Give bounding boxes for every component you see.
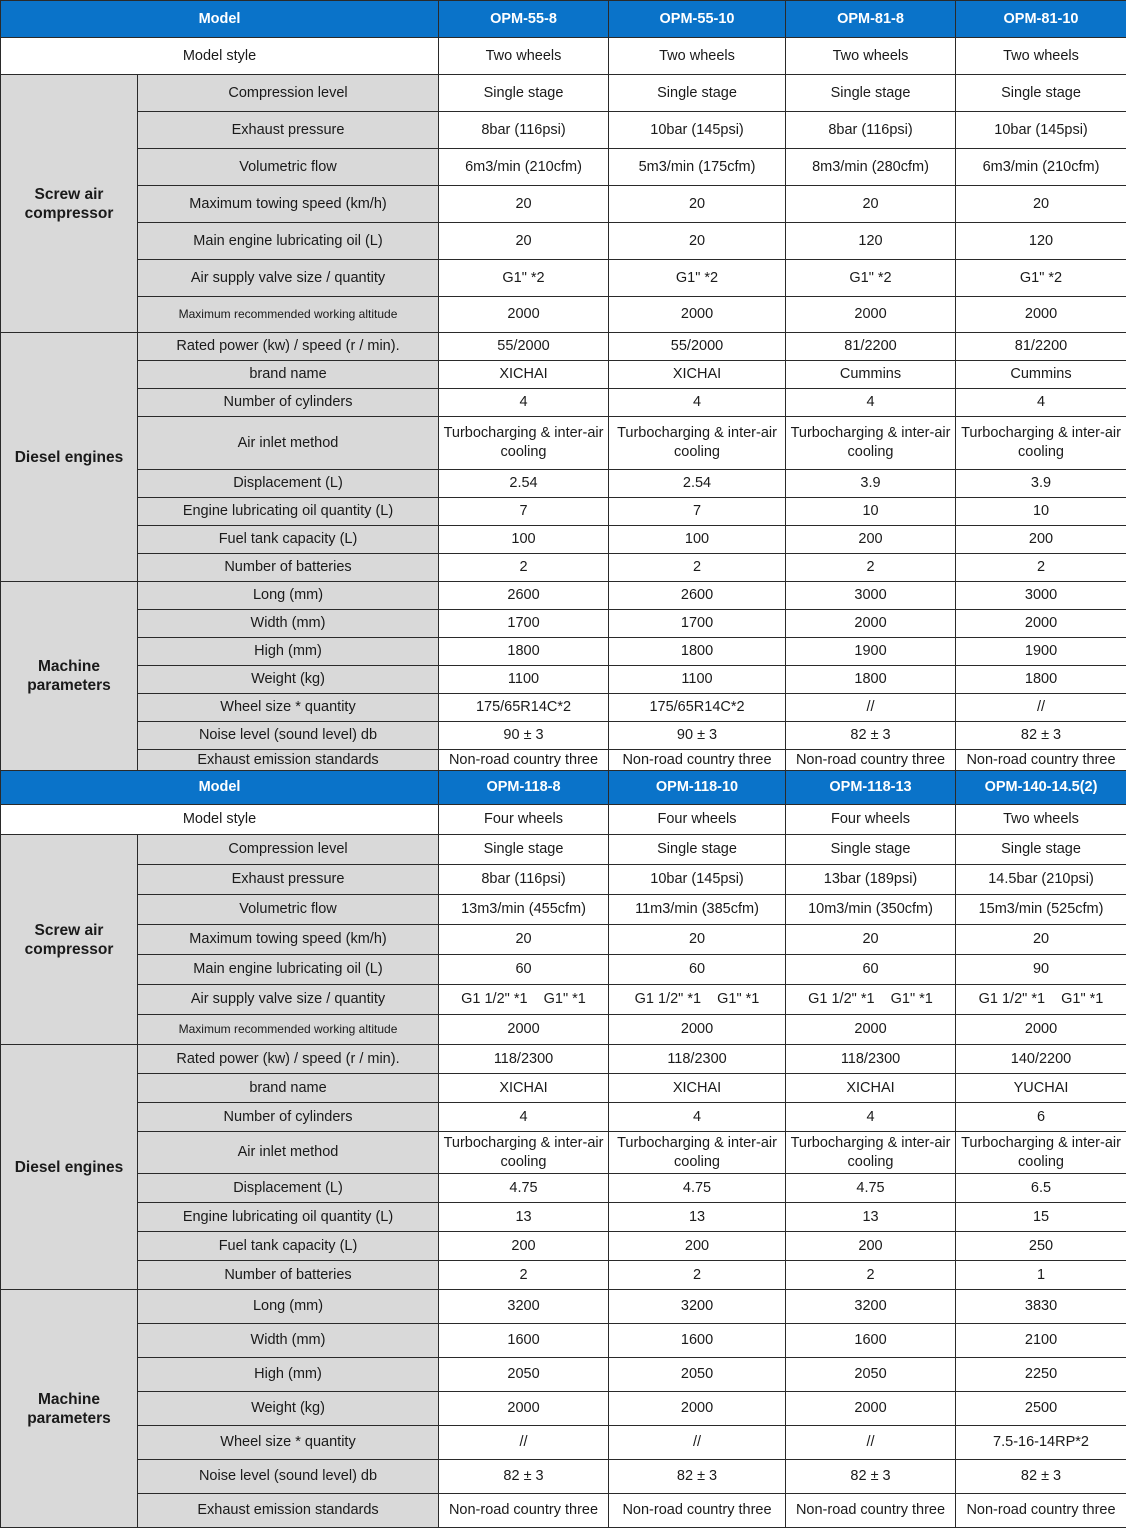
spec-row bbox=[1, 835, 1126, 865]
row-value: 118/2300 bbox=[786, 1045, 956, 1074]
row-label: Noise level (sound level) db bbox=[138, 722, 439, 750]
spec-row bbox=[1, 1290, 1126, 1324]
row-value: 82 ± 3 bbox=[439, 1460, 609, 1494]
model-style-row bbox=[1, 805, 1126, 835]
model-style-label: Model style bbox=[1, 38, 439, 75]
row-label: Maximum towing speed (km/h) bbox=[138, 925, 439, 955]
row-label: Main engine lubricating oil (L) bbox=[138, 223, 439, 260]
row-value: 55/2000 bbox=[609, 333, 786, 361]
row-value: 1700 bbox=[609, 610, 786, 638]
spec-row bbox=[1, 554, 1126, 582]
row-value: 1600 bbox=[439, 1324, 609, 1358]
row-value: Turbocharging & inter-air cooling bbox=[786, 417, 956, 470]
row-label: Maximum recommended working altitude bbox=[138, 297, 439, 333]
row-value: 4 bbox=[439, 1103, 609, 1132]
spec-row bbox=[1, 1261, 1126, 1290]
row-label: Long (mm) bbox=[138, 582, 439, 610]
row-value: 100 bbox=[609, 526, 786, 554]
row-label: High (mm) bbox=[138, 1358, 439, 1392]
row-label: Exhaust pressure bbox=[138, 112, 439, 149]
row-value: 3830 bbox=[956, 1290, 1126, 1324]
row-label: Long (mm) bbox=[138, 1290, 439, 1324]
row-value: 13 bbox=[439, 1203, 609, 1232]
row-value: 81/2200 bbox=[786, 333, 956, 361]
spec-row bbox=[1, 1015, 1126, 1045]
spec-row bbox=[1, 112, 1126, 149]
row-value: Single stage bbox=[609, 75, 786, 112]
spec-row bbox=[1, 985, 1126, 1015]
row-value: 2000 bbox=[956, 610, 1126, 638]
model-header-label: Model bbox=[1, 771, 439, 805]
row-value: 4 bbox=[786, 389, 956, 417]
spec-row bbox=[1, 610, 1126, 638]
row-label: Air supply valve size / quantity bbox=[138, 985, 439, 1015]
spec-row bbox=[1, 1203, 1126, 1232]
row-value: 3.9 bbox=[956, 470, 1126, 498]
row-label: Volumetric flow bbox=[138, 895, 439, 925]
row-value: 20 bbox=[609, 925, 786, 955]
row-value: Non-road country three bbox=[439, 1494, 609, 1528]
spec-row bbox=[1, 1174, 1126, 1203]
row-value: 120 bbox=[956, 223, 1126, 260]
row-value: 2000 bbox=[956, 297, 1126, 333]
row-value: 200 bbox=[956, 526, 1126, 554]
row-value: 10bar (145psi) bbox=[956, 112, 1126, 149]
row-value: Single stage bbox=[439, 75, 609, 112]
spec-row bbox=[1, 582, 1126, 610]
row-value: G1 1/2" *1 G1" *1 bbox=[609, 985, 786, 1015]
row-label: Noise level (sound level) db bbox=[138, 1460, 439, 1494]
row-value: G1 1/2" *1 G1" *1 bbox=[956, 985, 1126, 1015]
row-value: 1900 bbox=[786, 638, 956, 666]
spec-row bbox=[1, 526, 1126, 554]
model-style-value: Two wheels bbox=[956, 805, 1126, 835]
row-value: G1" *2 bbox=[439, 260, 609, 297]
model-header-row bbox=[1, 771, 1126, 805]
model-style-value: Two wheels bbox=[439, 38, 609, 75]
spec-row bbox=[1, 895, 1126, 925]
row-label: Wheel size * quantity bbox=[138, 1426, 439, 1460]
row-value: 1800 bbox=[609, 638, 786, 666]
row-value: 6m3/min (210cfm) bbox=[439, 149, 609, 186]
row-label: Air inlet method bbox=[138, 417, 439, 470]
row-value: 2000 bbox=[609, 1392, 786, 1426]
group-label: Machine parameters bbox=[1, 1290, 138, 1528]
row-value: 118/2300 bbox=[439, 1045, 609, 1074]
row-value: 1800 bbox=[786, 666, 956, 694]
row-value: 1100 bbox=[609, 666, 786, 694]
group-label: Screw air compressor bbox=[1, 75, 138, 333]
row-value: 7 bbox=[609, 498, 786, 526]
row-value: G1" *2 bbox=[956, 260, 1126, 297]
row-value: 60 bbox=[439, 955, 609, 985]
row-value: Turbocharging & inter-air cooling bbox=[439, 417, 609, 470]
row-label: Main engine lubricating oil (L) bbox=[138, 955, 439, 985]
row-value: 175/65R14C*2 bbox=[439, 694, 609, 722]
row-value: 6m3/min (210cfm) bbox=[956, 149, 1126, 186]
model-name: OPM-81-10 bbox=[956, 1, 1126, 38]
row-label: Displacement (L) bbox=[138, 470, 439, 498]
row-value: 20 bbox=[956, 925, 1126, 955]
row-value: 82 ± 3 bbox=[786, 722, 956, 750]
row-label: Compression level bbox=[138, 835, 439, 865]
spec-row bbox=[1, 1324, 1126, 1358]
row-label: Volumetric flow bbox=[138, 149, 439, 186]
row-label: Displacement (L) bbox=[138, 1174, 439, 1203]
row-value: 1900 bbox=[956, 638, 1126, 666]
row-label: Width (mm) bbox=[138, 610, 439, 638]
spec-row bbox=[1, 638, 1126, 666]
spec-row bbox=[1, 694, 1126, 722]
row-value: Turbocharging & inter-air cooling bbox=[439, 1132, 609, 1174]
spec-row bbox=[1, 865, 1126, 895]
row-value: 2000 bbox=[439, 297, 609, 333]
row-label: Weight (kg) bbox=[138, 666, 439, 694]
row-value: 55/2000 bbox=[439, 333, 609, 361]
model-style-value: Four wheels bbox=[786, 805, 956, 835]
row-value: 81/2200 bbox=[956, 333, 1126, 361]
row-value: 20 bbox=[439, 186, 609, 223]
row-value: 120 bbox=[786, 223, 956, 260]
row-value: 4 bbox=[956, 389, 1126, 417]
model-name: OPM-140-14.5(2) bbox=[956, 771, 1126, 805]
row-value: 10 bbox=[956, 498, 1126, 526]
row-label: Engine lubricating oil quantity (L) bbox=[138, 498, 439, 526]
row-value: G1 1/2" *1 G1" *1 bbox=[786, 985, 956, 1015]
row-value: 200 bbox=[609, 1232, 786, 1261]
row-value: 175/65R14C*2 bbox=[609, 694, 786, 722]
model-style-label: Model style bbox=[1, 805, 439, 835]
row-value: 20 bbox=[609, 223, 786, 260]
row-value: 3000 bbox=[956, 582, 1126, 610]
row-label: Maximum towing speed (km/h) bbox=[138, 186, 439, 223]
row-value: 2600 bbox=[439, 582, 609, 610]
row-value: 4.75 bbox=[439, 1174, 609, 1203]
model-name: OPM-55-8 bbox=[439, 1, 609, 38]
row-value: 8bar (116psi) bbox=[439, 865, 609, 895]
row-value: Non-road country three bbox=[786, 1494, 956, 1528]
row-label: Exhaust emission standards bbox=[138, 750, 439, 771]
row-value: 2600 bbox=[609, 582, 786, 610]
row-value: 100 bbox=[439, 526, 609, 554]
row-value: Single stage bbox=[956, 835, 1126, 865]
row-value: Turbocharging & inter-air cooling bbox=[786, 1132, 956, 1174]
row-value: 2.54 bbox=[609, 470, 786, 498]
row-value: Turbocharging & inter-air cooling bbox=[609, 417, 786, 470]
row-value: 2 bbox=[786, 1261, 956, 1290]
model-name: OPM-118-13 bbox=[786, 771, 956, 805]
row-value: 8bar (116psi) bbox=[439, 112, 609, 149]
row-value: 3000 bbox=[786, 582, 956, 610]
row-label: brand name bbox=[138, 361, 439, 389]
row-value: 10bar (145psi) bbox=[609, 865, 786, 895]
row-value: 6.5 bbox=[956, 1174, 1126, 1203]
row-value: G1" *2 bbox=[786, 260, 956, 297]
row-value: Single stage bbox=[439, 835, 609, 865]
row-value: 6 bbox=[956, 1103, 1126, 1132]
spec-row bbox=[1, 722, 1126, 750]
row-value: 2 bbox=[439, 554, 609, 582]
row-value: Non-road country three bbox=[956, 750, 1126, 771]
row-label: Rated power (kw) / speed (r / min). bbox=[138, 1045, 439, 1074]
row-value: 4.75 bbox=[786, 1174, 956, 1203]
model-style-value: Two wheels bbox=[786, 38, 956, 75]
row-label: Air inlet method bbox=[138, 1132, 439, 1174]
row-value: Cummins bbox=[956, 361, 1126, 389]
row-label: Exhaust emission standards bbox=[138, 1494, 439, 1528]
row-value: 250 bbox=[956, 1232, 1126, 1261]
row-label: Width (mm) bbox=[138, 1324, 439, 1358]
row-value: 90 bbox=[956, 955, 1126, 985]
spec-row bbox=[1, 333, 1126, 361]
row-label: Compression level bbox=[138, 75, 439, 112]
row-value: 2 bbox=[786, 554, 956, 582]
row-value: G1" *2 bbox=[609, 260, 786, 297]
model-name: OPM-118-10 bbox=[609, 771, 786, 805]
row-value: 90 ± 3 bbox=[609, 722, 786, 750]
row-value: 200 bbox=[786, 526, 956, 554]
model-header-label: Model bbox=[1, 1, 439, 38]
model-style-value: Four wheels bbox=[609, 805, 786, 835]
row-value: // bbox=[786, 1426, 956, 1460]
row-value: Turbocharging & inter-air cooling bbox=[609, 1132, 786, 1174]
row-value: 5m3/min (175cfm) bbox=[609, 149, 786, 186]
model-name: OPM-118-8 bbox=[439, 771, 609, 805]
group-label: Screw air compressor bbox=[1, 835, 138, 1045]
row-value: 4 bbox=[439, 389, 609, 417]
row-value: 20 bbox=[439, 925, 609, 955]
row-value: 200 bbox=[786, 1232, 956, 1261]
row-value: 2000 bbox=[439, 1392, 609, 1426]
row-value: 4.75 bbox=[609, 1174, 786, 1203]
row-label: Air supply valve size / quantity bbox=[138, 260, 439, 297]
spec-row bbox=[1, 260, 1126, 297]
row-value: Single stage bbox=[786, 75, 956, 112]
row-value: 118/2300 bbox=[609, 1045, 786, 1074]
spec-row bbox=[1, 1358, 1126, 1392]
row-value: 2100 bbox=[956, 1324, 1126, 1358]
row-label: Exhaust pressure bbox=[138, 865, 439, 895]
group-label: Machine parameters bbox=[1, 582, 138, 771]
group-label: Diesel engines bbox=[1, 1045, 138, 1290]
row-value: 2000 bbox=[786, 1015, 956, 1045]
model-name: OPM-55-10 bbox=[609, 1, 786, 38]
row-value: 2 bbox=[439, 1261, 609, 1290]
spec-row bbox=[1, 1494, 1126, 1528]
row-value: 10 bbox=[786, 498, 956, 526]
model-name: OPM-81-8 bbox=[786, 1, 956, 38]
row-value: Non-road country three bbox=[609, 750, 786, 771]
row-value: 2000 bbox=[786, 610, 956, 638]
row-label: Number of batteries bbox=[138, 554, 439, 582]
row-value: 20 bbox=[956, 186, 1126, 223]
row-value: 20 bbox=[439, 223, 609, 260]
row-value: // bbox=[786, 694, 956, 722]
spec-row bbox=[1, 1460, 1126, 1494]
row-value: 1800 bbox=[956, 666, 1126, 694]
row-value: Non-road country three bbox=[956, 1494, 1126, 1528]
row-value: 90 ± 3 bbox=[439, 722, 609, 750]
row-value: 11m3/min (385cfm) bbox=[609, 895, 786, 925]
row-value: 13 bbox=[786, 1203, 956, 1232]
spec-row bbox=[1, 1103, 1126, 1132]
spec-row bbox=[1, 1074, 1126, 1103]
row-value: 2.54 bbox=[439, 470, 609, 498]
row-value: XICHAI bbox=[609, 361, 786, 389]
row-value: 15m3/min (525cfm) bbox=[956, 895, 1126, 925]
row-label: Engine lubricating oil quantity (L) bbox=[138, 1203, 439, 1232]
row-value: 8m3/min (280cfm) bbox=[786, 149, 956, 186]
spec-row bbox=[1, 1045, 1126, 1074]
row-value: 4 bbox=[609, 1103, 786, 1132]
row-value: 82 ± 3 bbox=[786, 1460, 956, 1494]
row-value: Non-road country three bbox=[439, 750, 609, 771]
row-value: 2500 bbox=[956, 1392, 1126, 1426]
row-value: 13m3/min (455cfm) bbox=[439, 895, 609, 925]
row-value: Non-road country three bbox=[786, 750, 956, 771]
row-value: 14.5bar (210psi) bbox=[956, 865, 1126, 895]
row-value: 13 bbox=[609, 1203, 786, 1232]
spec-row bbox=[1, 297, 1126, 333]
row-value: Single stage bbox=[609, 835, 786, 865]
row-value: 82 ± 3 bbox=[609, 1460, 786, 1494]
row-value: 1700 bbox=[439, 610, 609, 638]
model-style-row bbox=[1, 38, 1126, 75]
row-value: 2000 bbox=[956, 1015, 1126, 1045]
model-style-value: Two wheels bbox=[956, 38, 1126, 75]
spec-row bbox=[1, 389, 1126, 417]
row-label: Fuel tank capacity (L) bbox=[138, 526, 439, 554]
row-value: 7 bbox=[439, 498, 609, 526]
row-value: 13bar (189psi) bbox=[786, 865, 956, 895]
spec-row bbox=[1, 75, 1126, 112]
row-value: XICHAI bbox=[609, 1074, 786, 1103]
row-value: 82 ± 3 bbox=[956, 722, 1126, 750]
row-label: Wheel size * quantity bbox=[138, 694, 439, 722]
row-label: Maximum recommended working altitude bbox=[138, 1015, 439, 1045]
spec-row bbox=[1, 750, 1126, 771]
row-value: 7.5-16-14RP*2 bbox=[956, 1426, 1126, 1460]
row-label: Fuel tank capacity (L) bbox=[138, 1232, 439, 1261]
spec-row bbox=[1, 1132, 1126, 1174]
row-value: 60 bbox=[786, 955, 956, 985]
row-value: 200 bbox=[439, 1232, 609, 1261]
row-value: 1600 bbox=[786, 1324, 956, 1358]
row-value: 2000 bbox=[786, 1392, 956, 1426]
row-value: 2000 bbox=[609, 297, 786, 333]
row-value: Turbocharging & inter-air cooling bbox=[956, 417, 1126, 470]
row-value: // bbox=[956, 694, 1126, 722]
row-value: 8bar (116psi) bbox=[786, 112, 956, 149]
row-value: 2 bbox=[609, 554, 786, 582]
row-value: // bbox=[609, 1426, 786, 1460]
row-value: 3200 bbox=[439, 1290, 609, 1324]
row-value: 140/2200 bbox=[956, 1045, 1126, 1074]
spec-row bbox=[1, 417, 1126, 470]
spec-row bbox=[1, 925, 1126, 955]
row-value: 20 bbox=[786, 925, 956, 955]
row-value: Turbocharging & inter-air cooling bbox=[956, 1132, 1126, 1174]
row-label: High (mm) bbox=[138, 638, 439, 666]
spec-row bbox=[1, 223, 1126, 260]
row-value: Single stage bbox=[956, 75, 1126, 112]
row-value: Single stage bbox=[786, 835, 956, 865]
spec-row bbox=[1, 1392, 1126, 1426]
row-label: Number of cylinders bbox=[138, 1103, 439, 1132]
row-value: 2050 bbox=[786, 1358, 956, 1392]
row-value: 2000 bbox=[609, 1015, 786, 1045]
row-value: 1100 bbox=[439, 666, 609, 694]
row-value: 2000 bbox=[786, 297, 956, 333]
row-label: Rated power (kw) / speed (r / min). bbox=[138, 333, 439, 361]
row-value: 2 bbox=[609, 1261, 786, 1290]
row-label: brand name bbox=[138, 1074, 439, 1103]
model-style-value: Four wheels bbox=[439, 805, 609, 835]
row-label: Weight (kg) bbox=[138, 1392, 439, 1426]
row-label: Number of batteries bbox=[138, 1261, 439, 1290]
row-value: XICHAI bbox=[786, 1074, 956, 1103]
spec-row bbox=[1, 955, 1126, 985]
spec-row bbox=[1, 186, 1126, 223]
row-value: XICHAI bbox=[439, 361, 609, 389]
row-value: 3200 bbox=[609, 1290, 786, 1324]
spec-row bbox=[1, 498, 1126, 526]
row-value: 15 bbox=[956, 1203, 1126, 1232]
row-value: 4 bbox=[786, 1103, 956, 1132]
row-label: Number of cylinders bbox=[138, 389, 439, 417]
row-value: 2 bbox=[956, 554, 1126, 582]
row-value: 2050 bbox=[439, 1358, 609, 1392]
group-label: Diesel engines bbox=[1, 333, 138, 582]
row-value: 10m3/min (350cfm) bbox=[786, 895, 956, 925]
spec-row bbox=[1, 149, 1126, 186]
row-value: 20 bbox=[786, 186, 956, 223]
row-value: 82 ± 3 bbox=[956, 1460, 1126, 1494]
spec-row bbox=[1, 361, 1126, 389]
row-value: Cummins bbox=[786, 361, 956, 389]
row-value: 2250 bbox=[956, 1358, 1126, 1392]
row-value: 3.9 bbox=[786, 470, 956, 498]
row-value: XICHAI bbox=[439, 1074, 609, 1103]
row-value: 60 bbox=[609, 955, 786, 985]
spec-row bbox=[1, 470, 1126, 498]
row-value: 4 bbox=[609, 389, 786, 417]
spec-row bbox=[1, 666, 1126, 694]
row-value: 2050 bbox=[609, 1358, 786, 1392]
row-value: 1800 bbox=[439, 638, 609, 666]
row-value: YUCHAI bbox=[956, 1074, 1126, 1103]
row-value: 10bar (145psi) bbox=[609, 112, 786, 149]
spec-row bbox=[1, 1426, 1126, 1460]
row-value: // bbox=[439, 1426, 609, 1460]
model-header-row bbox=[1, 1, 1126, 38]
row-value: G1 1/2" *1 G1" *1 bbox=[439, 985, 609, 1015]
row-value: Non-road country three bbox=[609, 1494, 786, 1528]
row-value: 20 bbox=[609, 186, 786, 223]
model-style-value: Two wheels bbox=[609, 38, 786, 75]
row-value: 3200 bbox=[786, 1290, 956, 1324]
row-value: 1600 bbox=[609, 1324, 786, 1358]
row-value: 1 bbox=[956, 1261, 1126, 1290]
row-value: 2000 bbox=[439, 1015, 609, 1045]
spec-row bbox=[1, 1232, 1126, 1261]
